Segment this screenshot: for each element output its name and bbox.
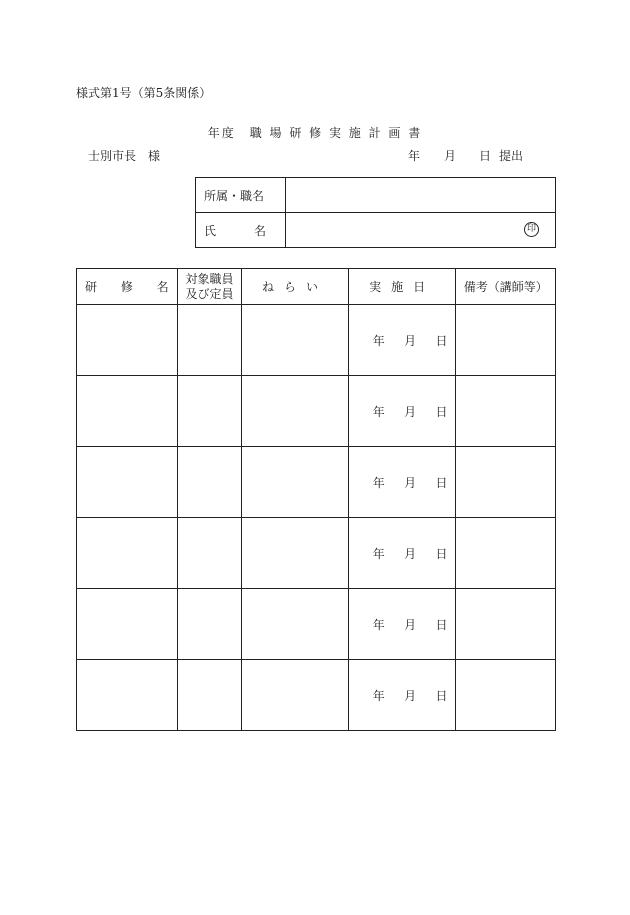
header-aim: ねらい (242, 269, 348, 305)
plan-row (77, 589, 556, 660)
seal-mark: 印 (524, 222, 539, 237)
date-year-label: 年 (372, 617, 385, 632)
submit-month-label: 月 (444, 149, 457, 163)
date-year-label: 年 (372, 333, 385, 348)
remarks-cell[interactable] (456, 660, 556, 731)
header-training-name: 研 修 名 (77, 269, 178, 305)
submit-day-label: 日 (479, 149, 492, 163)
date-cell[interactable] (348, 447, 456, 518)
date-day-label: 日 (435, 333, 448, 348)
date-cell[interactable] (348, 589, 456, 660)
date-day-label: 日 (435, 475, 448, 490)
date-cell[interactable] (348, 518, 456, 589)
training-name-cell[interactable] (77, 660, 178, 731)
target-staff-cell[interactable] (177, 376, 242, 447)
header-target-staff: 対象職員 及び定員 (177, 269, 242, 305)
plan-row (77, 376, 556, 447)
remarks-cell[interactable] (456, 518, 556, 589)
name-field[interactable] (286, 213, 556, 248)
date-month-label: 月 (404, 475, 417, 490)
date-month-label: 月 (404, 688, 417, 703)
applicant-table (195, 177, 556, 248)
date-year-label: 年 (372, 475, 385, 490)
target-staff-cell[interactable] (177, 518, 242, 589)
addressee: 士別市長 様 (88, 149, 161, 163)
training-name-cell[interactable] (77, 447, 178, 518)
date-month-label: 月 (404, 333, 417, 348)
document-title: 年度 職 場 研 修 実 施 計 画 書 (207, 126, 423, 140)
name-label: 氏 名 (196, 213, 286, 248)
date-cell[interactable] (348, 660, 456, 731)
date-cell[interactable] (348, 305, 456, 376)
plan-row (77, 518, 556, 589)
date-day-label: 日 (435, 546, 448, 561)
header-date: 実施日 (348, 269, 456, 305)
remarks-cell[interactable] (456, 589, 556, 660)
aim-cell[interactable] (242, 660, 348, 731)
target-staff-cell[interactable] (177, 589, 242, 660)
date-month-label: 月 (404, 617, 417, 632)
training-plan-table (76, 268, 556, 731)
header-remarks: 備考（講師等） (456, 269, 556, 305)
target-staff-cell[interactable] (177, 305, 242, 376)
date-year-label: 年 (372, 546, 385, 561)
date-cell[interactable] (348, 376, 456, 447)
date-day-label: 日 (435, 617, 448, 632)
submit-year-label: 年 (408, 149, 421, 163)
remarks-cell[interactable] (456, 305, 556, 376)
plan-row (77, 305, 556, 376)
form-number: 様式第1号（第5条関係） (76, 86, 212, 100)
plan-row (77, 660, 556, 731)
training-name-cell[interactable] (77, 376, 178, 447)
submit-label: 提出 (499, 149, 524, 163)
plan-row (77, 447, 556, 518)
training-name-cell[interactable] (77, 305, 178, 376)
date-day-label: 日 (435, 688, 448, 703)
remarks-cell[interactable] (456, 376, 556, 447)
date-year-label: 年 (372, 688, 385, 703)
affiliation-field[interactable] (286, 178, 556, 213)
training-name-cell[interactable] (77, 518, 178, 589)
submission-date (408, 147, 523, 164)
remarks-cell[interactable] (456, 447, 556, 518)
target-staff-cell[interactable] (177, 447, 242, 518)
date-month-label: 月 (404, 404, 417, 419)
target-staff-cell[interactable] (177, 660, 242, 731)
affiliation-label: 所属・職名 (196, 178, 286, 213)
date-year-label: 年 (372, 404, 385, 419)
aim-cell[interactable] (242, 447, 348, 518)
aim-cell[interactable] (242, 305, 348, 376)
aim-cell[interactable] (242, 518, 348, 589)
date-day-label: 日 (435, 404, 448, 419)
aim-cell[interactable] (242, 376, 348, 447)
date-month-label: 月 (404, 546, 417, 561)
training-name-cell[interactable] (77, 589, 178, 660)
aim-cell[interactable] (242, 589, 348, 660)
